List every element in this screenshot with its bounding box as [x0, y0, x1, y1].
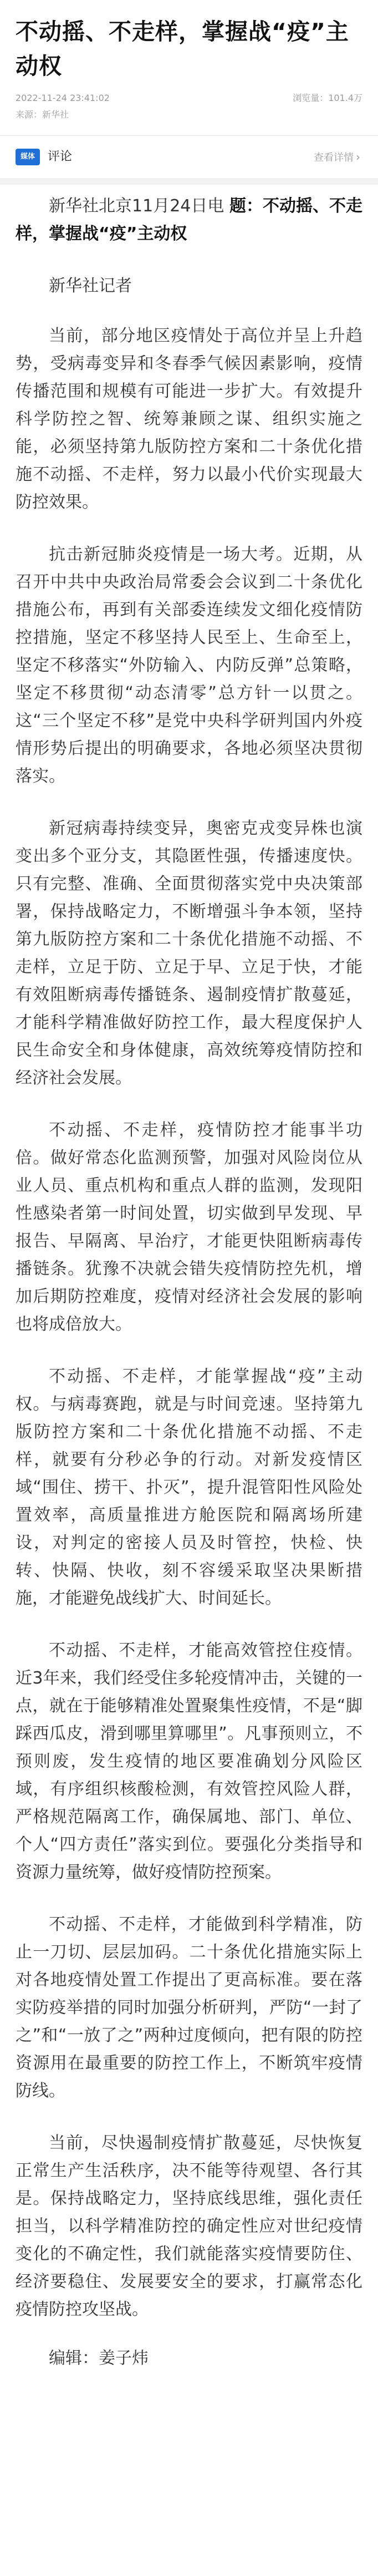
article-meta	[16, 91, 362, 124]
paragraph: 当前，尽快遏制疫情扩散蔓延，尽快恢复正常生产生活秩序，决不能等待观望、各行其是。保持战略定力，坚持底线思维，强化责任担当，以科学精准防控的确定性应对世纪疫情变化的不确定性，我们就能落实疫情要防住、经济要稳住、发展要安全的要求，打赢常态化疫情防控攻坚战。	[16, 2133, 362, 2319]
channel-bar[interactable]	[16, 136, 362, 178]
section-divider	[0, 178, 378, 185]
article-title: 不动摇、不走样，掌握战“疫”主动权	[16, 18, 349, 79]
channel-logo-icon: 媒体	[16, 149, 40, 165]
editor-credit: 编辑：姜子炜	[49, 2349, 149, 2368]
channel-name: 评论	[48, 150, 73, 164]
paragraph: 抗击新冠肺炎疫情是一场大考。近期，从召开中共中央政治局常委会会议到二十条优化措施公布，再到有关部委连续发文细化疫情防控措施，坚定不移坚持人民至上、生命至上，坚定不移落实“外防输入、内防反弹”总策略，坚定不移贯彻“动态清零”总方针一以贯之。这“三个坚定不移”是党中央科学研判国内外疫情形势后提出的明确要求，各地必须坚决贯彻落实。	[16, 545, 362, 786]
paragraph: 不动摇、不走样，疫情防控才能事半功倍。做好常态化监测预警，加强对风险岗位从业人员、重点机构和重点人群的监测，发现阳性感染者第一时间处置，切实做到早发现、早报告、早隔离、早治疗，才能更快阻断病毒传播链条。犹豫不决就会错失疫情防控先机，增加后期防控难度，疫情对经济社会发展的影响也将成倍放大。	[16, 1120, 362, 1334]
paragraph: 不动摇、不走样，才能高效管控住疫情。近3年来，我们经受住多轮疫情冲击，关键的一点，就在于能够精准处置聚集性疫情，不是“脚踩西瓜皮，滑到哪里算哪里”。凡事预则立，不预则废，发生疫情的地区要准确划分风险区域，有序组织核酸检测，有效管控风险人群，严格规范隔离工作，确保属地、部门、单位、个人“四方责任”落实到位。要强化分类指导和资源力量统筹，做好疫情防控预案。	[16, 1641, 362, 1882]
publish-date: 2022-11-24 23:41:02	[16, 93, 110, 103]
article-body	[0, 185, 378, 2372]
view-details-link[interactable]	[314, 149, 360, 166]
byline: 新华社记者	[49, 276, 132, 296]
paragraph: 当前，部分地区疫情处于高位并呈上升趋势，受病毒变异和冬春季气候因素影响，疫情传播范围和规模有可能进一步扩大。有效提升科学防控之智、统筹兼顾之谋、组织实施之能，必须坚持第九版防控方案和二十条优化措施不动摇、不走样，努力以最小代价实现最大防控效果。	[16, 326, 362, 512]
paragraph: 不动摇、不走样，才能掌握战“疫”主动权。与病毒赛跑，就是与时间竞速。坚持第九版防控方案和二十条优化措施不动摇、不走样，就要有分秒必争的行动。对新发疫情区域“围住、捞干、扑灭”，提升混管阳性风险处置效率，高质量推进方舱医院和隔离场所建设，对判定的密接人员及时管控，快检、快转、快隔、快收，刻不容缓采取坚决果断措施，才能避免战线扩大、时间延长。	[16, 1367, 362, 1608]
article-source: 来源：新华社	[16, 109, 69, 120]
lead-paragraph	[16, 192, 362, 248]
dateline: 新华社北京11月24日电	[49, 196, 229, 216]
lead-title: 题：不动摇、不走样，掌握战“疫”主动权	[16, 196, 362, 244]
paragraph: 不动摇、不走样，才能做到科学精准，防止一刀切、层层加码。二十条优化措施实际上对各地疫情处置工作提出了更高标准。要在落实防疫举措的同时加强分析研判，严防“一封了之”和“一放了之”两种过度倾向，把有限的防控资源用在最重要的防控工作上，不断筑牢疫情防线。	[16, 1915, 362, 2101]
view-count: 浏览量：101.4万	[293, 93, 362, 103]
view-details-label: 查看详情	[314, 152, 354, 164]
paragraph: 新冠病毒持续变异，奥密克戎变异株也演变出多个亚分支，其隐匿性强，传播速度快。只有完整、准确、全面贯彻落实党中央决策部署，保持战略定力，不断增强斗争本领，坚持第九版防控方案和二十条优化措施不动摇、不走样，立足于防、立足于早、立足于快，才能有效阻断病毒传播链条、遏制疫情扩散蔓延，才能科学精准做好防控工作，最大程度保护人民生命安全和身体健康，高效统筹疫情防控和经济社会发展。	[16, 819, 362, 1088]
chevron-right-icon: ›	[356, 150, 360, 164]
